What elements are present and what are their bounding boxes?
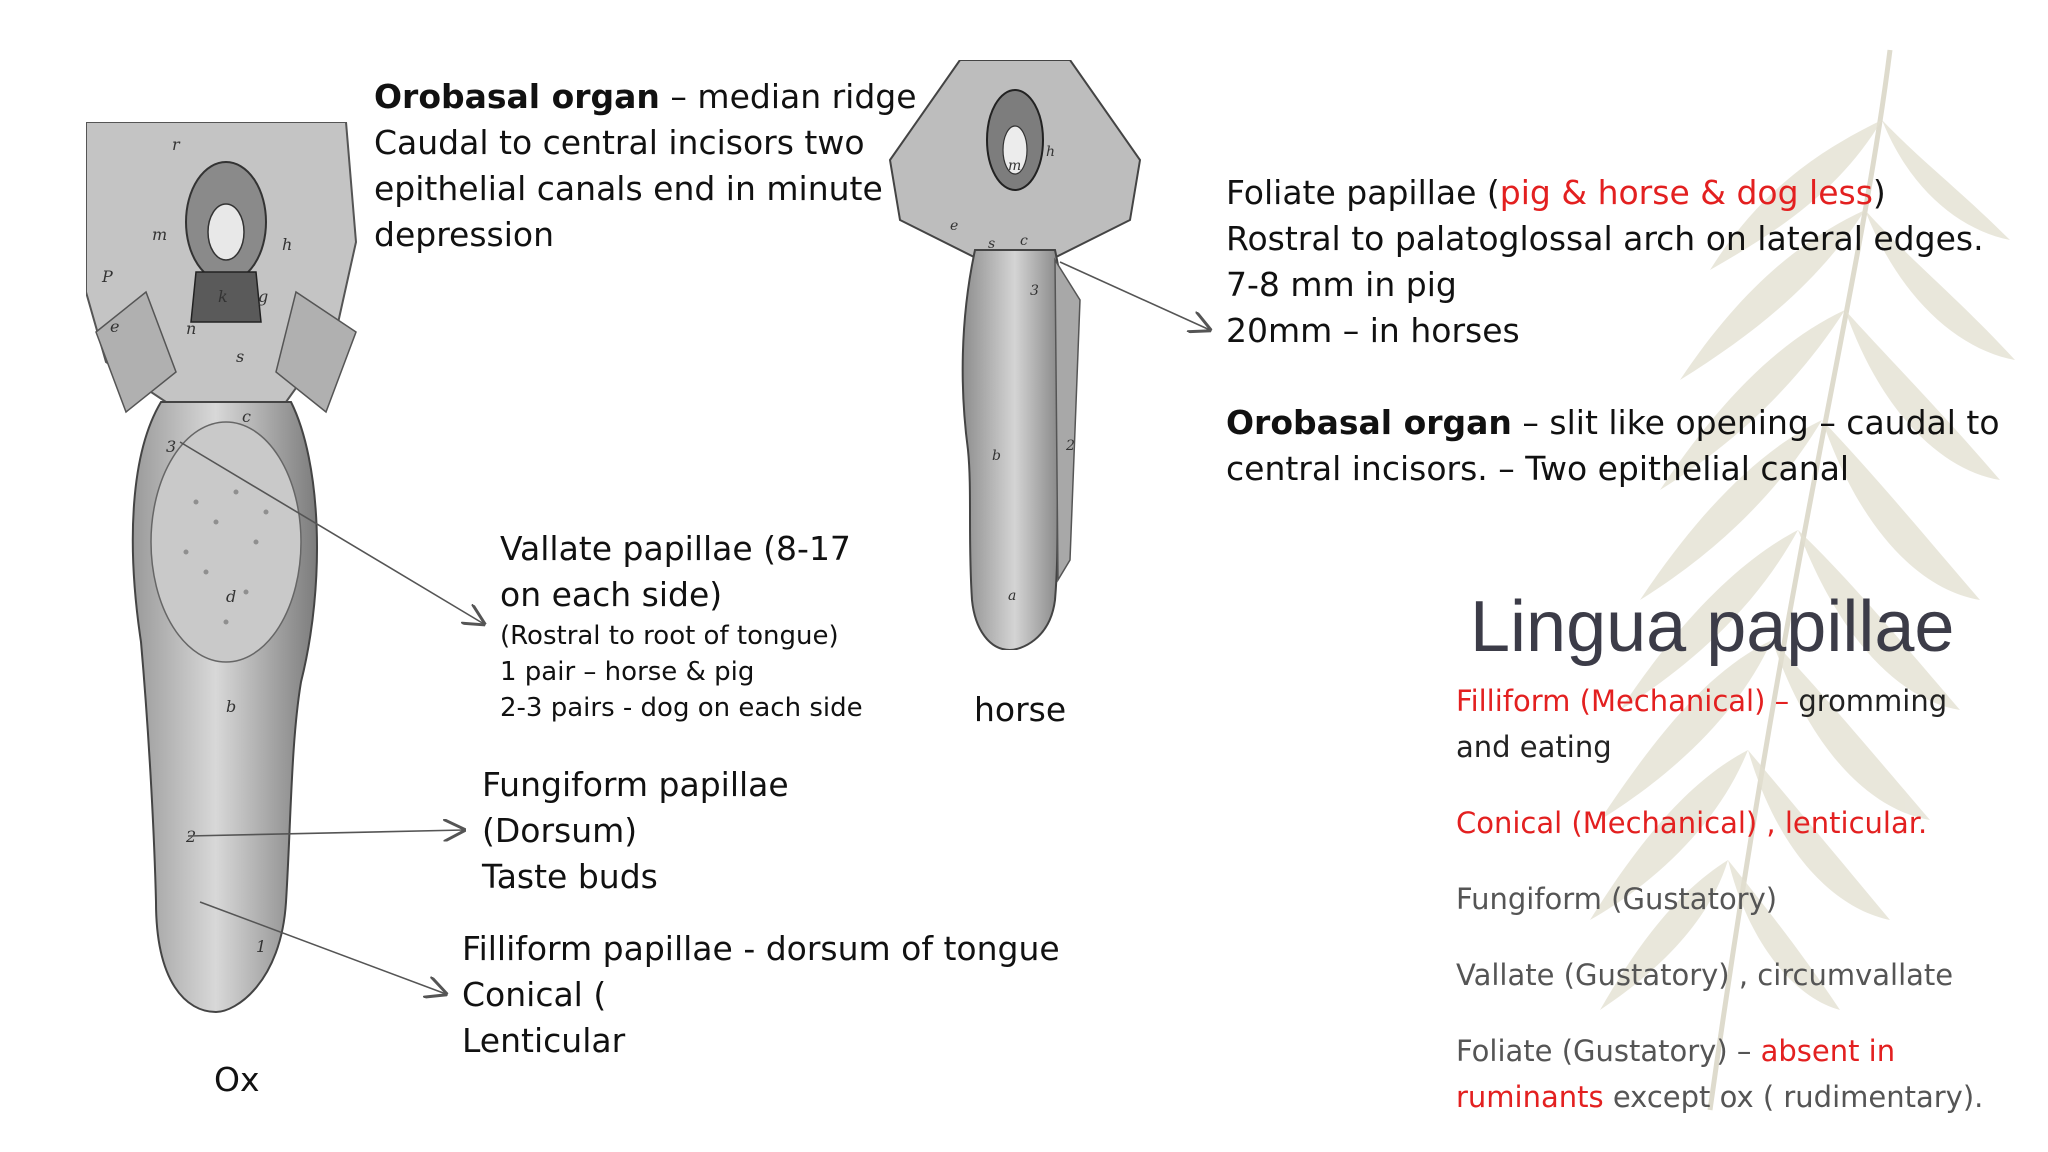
horse-foliate-text bbox=[1226, 170, 2000, 492]
horse-caption: horse bbox=[974, 690, 1067, 729]
ox-label-2: 2 bbox=[186, 827, 197, 846]
ox-caption: Ox bbox=[214, 1060, 260, 1099]
ox-label-1: 1 bbox=[256, 937, 267, 956]
fungiform-text bbox=[482, 762, 789, 900]
horse-label-m: m bbox=[1008, 158, 1022, 174]
ox-label-n: n bbox=[186, 319, 197, 338]
ox-label-3: 3 bbox=[166, 437, 177, 456]
filliform-line2: and eating bbox=[1456, 730, 1612, 764]
horse-label-e: e bbox=[950, 218, 959, 234]
foliate-red1: absent in bbox=[1760, 1034, 1896, 1068]
horse-line6: central incisors. – Two epithelial canal bbox=[1226, 449, 1850, 488]
horse-line4: 20mm – in horses bbox=[1226, 311, 1520, 350]
ox-orobasal-text bbox=[374, 74, 917, 258]
filliform-text bbox=[462, 926, 1060, 1064]
fungiform-line3: Taste buds bbox=[482, 857, 658, 896]
ox-orobasal-bold: Orobasal organ bbox=[374, 77, 660, 116]
filliform-red-label: Filliform (Mechanical) – bbox=[1456, 684, 1790, 718]
ox-label-p: P bbox=[102, 267, 113, 286]
vallate-small3: 2-3 pairs - dog on each side bbox=[500, 693, 863, 723]
horse-label-b: b bbox=[992, 448, 1001, 464]
horse-orobasal-rest: – slit like opening – caudal to bbox=[1511, 403, 2000, 442]
filliform-rest: gromming bbox=[1789, 684, 1948, 718]
horse-label-3: 3 bbox=[1030, 283, 1039, 299]
ox-label-d: d bbox=[226, 587, 237, 606]
filliform-line2: Conical ( bbox=[462, 975, 607, 1014]
foliate-species-red: pig & horse & dog less bbox=[1499, 173, 1873, 212]
vallate-small1: (Rostral to root of tongue) bbox=[500, 621, 839, 651]
horse-label-h: h bbox=[1046, 144, 1056, 160]
vallate-text bbox=[500, 526, 863, 726]
ox-label-m: m bbox=[152, 225, 168, 244]
ox-orobasal-rest: – median ridge bbox=[659, 77, 917, 116]
horse-label-2: 2 bbox=[1066, 438, 1075, 454]
papillae-list bbox=[1456, 678, 2016, 1150]
ox-label-r: r bbox=[172, 135, 180, 154]
horse-label-a: a bbox=[1008, 588, 1017, 604]
foliate-red2: ruminants bbox=[1456, 1080, 1604, 1114]
horse-label-c: c bbox=[1020, 233, 1028, 249]
foliate-rest: except ox ( rudimentary). bbox=[1603, 1080, 1984, 1114]
ox-label-e: e bbox=[110, 317, 120, 336]
horse-tongue-illustration bbox=[880, 60, 1150, 650]
vallate-line2: on each side) bbox=[500, 575, 723, 614]
horse-orobasal-bold: Orobasal organ bbox=[1226, 403, 1512, 442]
ox-label-b: b bbox=[226, 697, 237, 716]
fungiform-label: Fungiform (Gustatory) bbox=[1456, 882, 1778, 916]
fungiform-line1: Fungiform papillae bbox=[482, 765, 789, 804]
horse-line2: Rostral to palatoglossal arch on lateral edges. bbox=[1226, 219, 1984, 258]
foliate-prefix: Foliate papillae ( bbox=[1226, 173, 1500, 212]
vallate-line1: Vallate papillae (8-17 bbox=[500, 529, 851, 568]
foliate-suffix: ) bbox=[1872, 173, 1886, 212]
vallate-label: Vallate (Gustatory) , circumvallate bbox=[1456, 958, 1954, 992]
ox-orobasal-line2: Caudal to central incisors two bbox=[374, 123, 865, 162]
ox-tongue-illustration bbox=[86, 122, 366, 1022]
ox-label-h: h bbox=[282, 235, 293, 254]
conical-label: Conical (Mechanical) , lenticular. bbox=[1456, 806, 1928, 840]
filliform-line1: Filliform papillae - dorsum of tongue bbox=[462, 929, 1060, 968]
ox-label-s: s bbox=[236, 347, 245, 366]
vallate-small2: 1 pair – horse & pig bbox=[500, 657, 755, 687]
ox-label-g: g bbox=[258, 287, 269, 306]
fungiform-line2: (Dorsum) bbox=[482, 811, 638, 850]
ox-orobasal-line4: depression bbox=[374, 215, 555, 254]
horse-label-s: s bbox=[988, 236, 996, 252]
ox-label-k: k bbox=[218, 287, 228, 306]
ox-orobasal-line3: epithelial canals end in minute bbox=[374, 169, 883, 208]
lingua-papillae-title: Lingua papillae bbox=[1470, 587, 1955, 667]
horse-line3: 7-8 mm in pig bbox=[1226, 265, 1457, 304]
filliform-line3: Lenticular bbox=[462, 1021, 626, 1060]
foliate-grey-label: Foliate (Gustatory) – bbox=[1456, 1034, 1761, 1068]
ox-label-c: c bbox=[242, 407, 251, 426]
